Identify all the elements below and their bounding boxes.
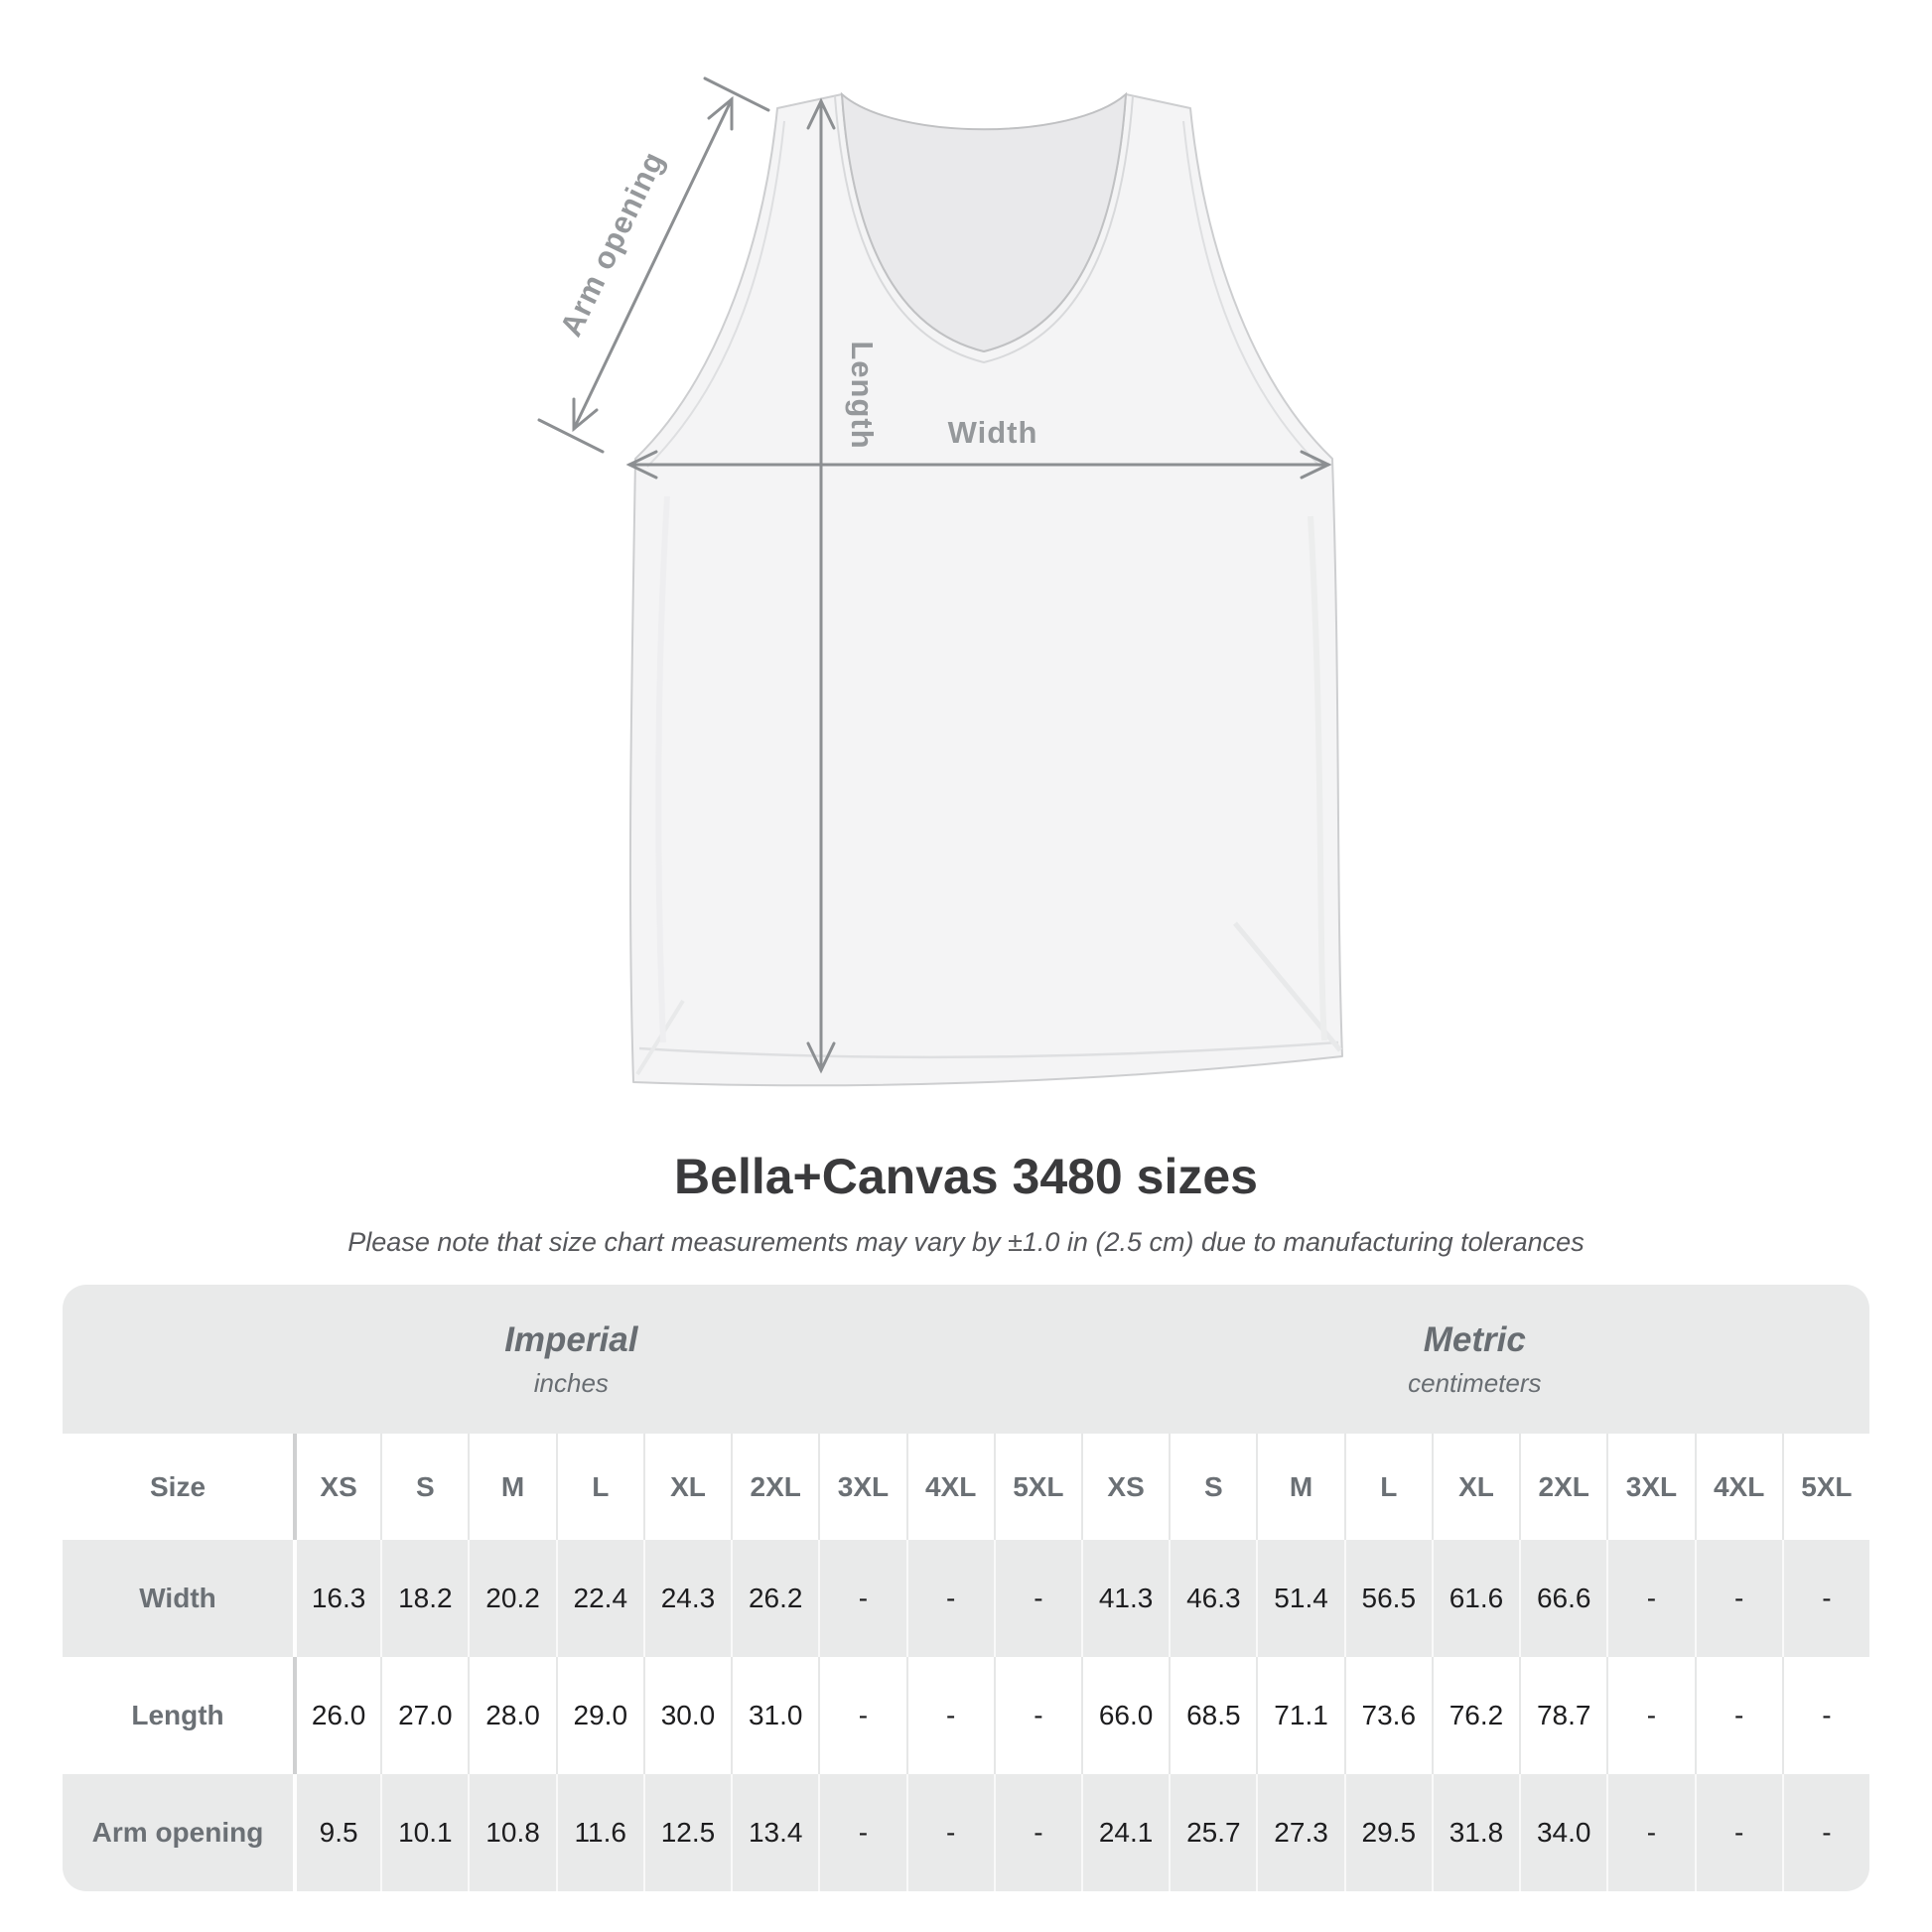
value-cell: 22.4	[556, 1540, 643, 1657]
value-cell: 26.2	[731, 1540, 818, 1657]
value-cell: 51.4	[1256, 1540, 1343, 1657]
value-cell: 30.0	[643, 1657, 731, 1774]
row-label: Length	[131, 1700, 224, 1730]
value-cell: 13.4	[731, 1774, 818, 1891]
value-cell: -	[818, 1540, 905, 1657]
size-column-header: 4XL	[1695, 1434, 1782, 1540]
value-cell: 16.3	[293, 1540, 380, 1657]
page-subtitle: Please note that size chart measurements may vary by ±1.0 in (2.5 cm) due to manufacturing tolerances	[347, 1227, 1585, 1257]
value-cell: 24.1	[1081, 1774, 1169, 1891]
value-cell: -	[1606, 1540, 1694, 1657]
size-column-header: 3XL	[1606, 1434, 1694, 1540]
arm-opening-tick-top	[705, 78, 768, 110]
value-cell: 29.5	[1344, 1774, 1432, 1891]
value-cell: 20.2	[468, 1540, 555, 1657]
size-column-header: S	[380, 1434, 468, 1540]
size-column-title: Size	[149, 1470, 207, 1502]
value-cell: -	[1606, 1657, 1694, 1774]
value-cell: -	[1606, 1774, 1694, 1891]
value-cell: 27.0	[380, 1657, 468, 1774]
value-cell: 27.3	[1256, 1774, 1343, 1891]
imperial-section-title: Imperial	[504, 1319, 638, 1359]
value-cell: 68.5	[1169, 1657, 1256, 1774]
arm-opening-label: Arm opening	[553, 145, 671, 343]
metric-section-title: Metric	[1423, 1319, 1526, 1359]
size-header-row	[63, 1434, 1869, 1540]
value-cell: 78.7	[1519, 1657, 1606, 1774]
row-label: Arm opening	[91, 1817, 264, 1848]
value-cell: -	[1695, 1774, 1782, 1891]
value-cell: 73.6	[1344, 1657, 1432, 1774]
value-cell: -	[1695, 1540, 1782, 1657]
table-row-arm-opening	[63, 1774, 1869, 1891]
value-cell: 34.0	[1519, 1774, 1606, 1891]
value-cell: -	[818, 1657, 905, 1774]
value-cell: -	[1782, 1774, 1869, 1891]
value-cell: 12.5	[643, 1774, 731, 1891]
value-cell: 31.0	[731, 1657, 818, 1774]
size-column-header: 4XL	[906, 1434, 994, 1540]
value-cell: 26.0	[293, 1657, 380, 1774]
table-row-width	[63, 1540, 1869, 1657]
size-column-header: S	[1169, 1434, 1256, 1540]
tank-top-illustration	[630, 94, 1342, 1085]
size-column-header: L	[1344, 1434, 1432, 1540]
size-column-header: L	[556, 1434, 643, 1540]
size-column-header: XL	[643, 1434, 731, 1540]
size-column-header: 2XL	[1519, 1434, 1606, 1540]
value-cell: 76.2	[1432, 1657, 1519, 1774]
value-cell: -	[1695, 1657, 1782, 1774]
value-cell: 28.0	[468, 1657, 555, 1774]
row-label: Width	[139, 1583, 216, 1613]
imperial-section-header	[63, 1285, 1080, 1434]
value-cell: 9.5	[293, 1774, 380, 1891]
arm-opening-tick-bottom	[539, 420, 603, 452]
value-cell: 71.1	[1256, 1657, 1343, 1774]
size-column-header: XS	[293, 1434, 380, 1540]
imperial-section-unit: inches	[533, 1367, 609, 1398]
value-cell: -	[994, 1774, 1081, 1891]
value-cell: -	[906, 1540, 994, 1657]
size-table	[63, 1285, 1869, 1891]
size-column-header: XS	[1081, 1434, 1169, 1540]
value-cell: -	[994, 1540, 1081, 1657]
value-cell: 41.3	[1081, 1540, 1169, 1657]
value-cell: 18.2	[380, 1540, 468, 1657]
value-cell: -	[1782, 1540, 1869, 1657]
table-row-length	[63, 1657, 1869, 1774]
value-cell: 31.8	[1432, 1774, 1519, 1891]
width-label: Width	[947, 415, 1038, 450]
metric-section-unit: centimeters	[1408, 1367, 1542, 1398]
size-column-header: XL	[1432, 1434, 1519, 1540]
value-cell: 66.6	[1519, 1540, 1606, 1657]
size-column-header: 5XL	[994, 1434, 1081, 1540]
value-cell: 46.3	[1169, 1540, 1256, 1657]
value-cell: -	[906, 1657, 994, 1774]
value-cell: 10.1	[380, 1774, 468, 1891]
size-column-header: M	[1256, 1434, 1343, 1540]
value-cell: 66.0	[1081, 1657, 1169, 1774]
value-cell: 56.5	[1344, 1540, 1432, 1657]
value-cell: -	[1782, 1657, 1869, 1774]
value-cell: 61.6	[1432, 1540, 1519, 1657]
value-cell: 29.0	[556, 1657, 643, 1774]
value-cell: -	[994, 1657, 1081, 1774]
length-label: Length	[845, 341, 880, 450]
value-cell: 25.7	[1169, 1774, 1256, 1891]
metric-section-header	[1080, 1285, 1869, 1434]
page-title: Bella+Canvas 3480 sizes	[674, 1149, 1258, 1204]
value-cell: 11.6	[556, 1774, 643, 1891]
size-column-header: 2XL	[731, 1434, 818, 1540]
value-cell: -	[906, 1774, 994, 1891]
unit-header-band	[63, 1285, 1869, 1434]
value-cell: 24.3	[643, 1540, 731, 1657]
value-cell: 10.8	[468, 1774, 555, 1891]
value-cell: -	[818, 1774, 905, 1891]
size-column-header: M	[468, 1434, 555, 1540]
size-column-header: 3XL	[818, 1434, 905, 1540]
size-column-header: 5XL	[1782, 1434, 1869, 1540]
